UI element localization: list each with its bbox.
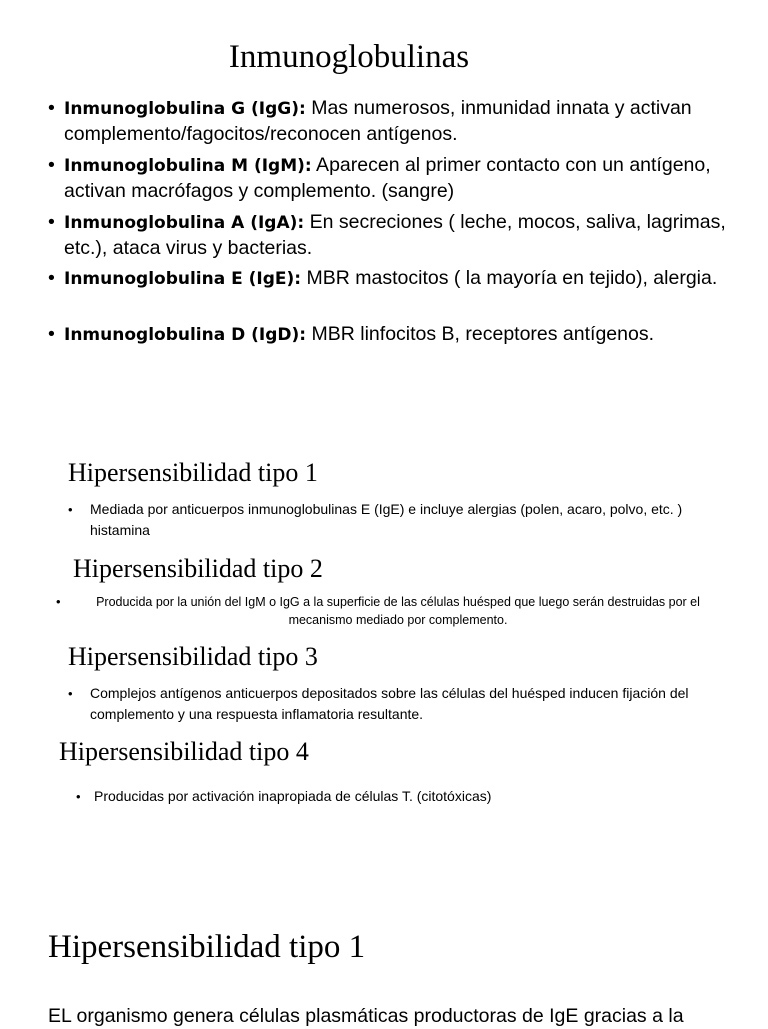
list-item-igg <box>48 96 728 147</box>
list-item-ige <box>48 266 728 292</box>
section-title-type-3: Hipersensibilidad tipo 3 <box>68 642 318 671</box>
bullet-icon: • <box>68 502 73 517</box>
section-text-type-3 <box>68 683 708 725</box>
bullet-icon: • <box>68 686 73 701</box>
bullet-icon: • <box>56 594 61 609</box>
section-text-type-1 <box>68 499 708 541</box>
ig-name: Inmunoglobulina E (IgE): <box>64 269 302 289</box>
ig-description: Aparecen al primer contacto con un antígeno, activan macrófagos y complemento. (sangre) <box>64 154 711 202</box>
ig-name: Inmunoglobulina G (IgG): <box>64 99 306 119</box>
section-title-type-1: Hipersensibilidad tipo 1 <box>68 458 318 487</box>
list-item-iga <box>48 210 728 261</box>
section-text-type-4 <box>76 786 696 807</box>
ig-description: Mas numerosos, inmunidad innata y activan complemento/fagocitos/reconocen antígenos. <box>64 97 692 145</box>
ig-name: Inmunoglobulina A (IgA): <box>64 213 305 233</box>
type-3-description: Complejos antígenos anticuerpos depositados sobre las células del huésped inducen fijación del complemento y una respuesta inflamatoria resultante. <box>90 685 689 722</box>
page-title: Inmunoglobulinas <box>228 39 470 75</box>
bullet-icon: • <box>48 154 55 176</box>
next-section-title: Hipersensibilidad tipo 1 <box>48 929 366 965</box>
section-title-type-4: Hipersensibilidad tipo 4 <box>59 737 309 766</box>
bullet-icon: • <box>48 97 55 119</box>
bullet-icon: • <box>48 267 55 289</box>
type-1-description: Mediada por anticuerpos inmunoglobulinas E (IgE) e incluye alergias (polen, acaro, polvo, etc. ) histamina <box>90 501 683 538</box>
ig-description: MBR linfocitos B, receptores antígenos. <box>306 323 655 345</box>
bullet-icon: • <box>48 323 55 345</box>
bullet-icon: • <box>76 789 81 804</box>
ig-description: En secreciones ( leche, mocos, saliva, lagrimas, etc.), ataca virus y bacterias. <box>64 211 726 259</box>
ig-name: Inmunoglobulina M (IgM): <box>64 156 312 176</box>
type-2-description: Producida por la unión del IgM o IgG a la superficie de las células huésped que luego serán destruidas por el mecanismo mediado por complemento. <box>96 595 700 627</box>
type-4-description: Producidas por activación inapropiada de células T. (citotóxicas) <box>94 788 492 804</box>
list-item-igd <box>48 322 728 348</box>
ig-description: MBR mastocitos ( la mayoría en tejido), alergia. <box>301 267 718 289</box>
section-title-type-2: Hipersensibilidad tipo 2 <box>73 554 323 583</box>
next-section-text: EL organismo genera células plasmáticas productoras de IgE gracias a la <box>48 1005 684 1027</box>
section-text-type-2 <box>56 593 726 629</box>
ig-name: Inmunoglobulina D (IgD): <box>64 325 307 345</box>
bullet-icon: • <box>48 211 55 233</box>
list-item-igm <box>48 153 728 204</box>
